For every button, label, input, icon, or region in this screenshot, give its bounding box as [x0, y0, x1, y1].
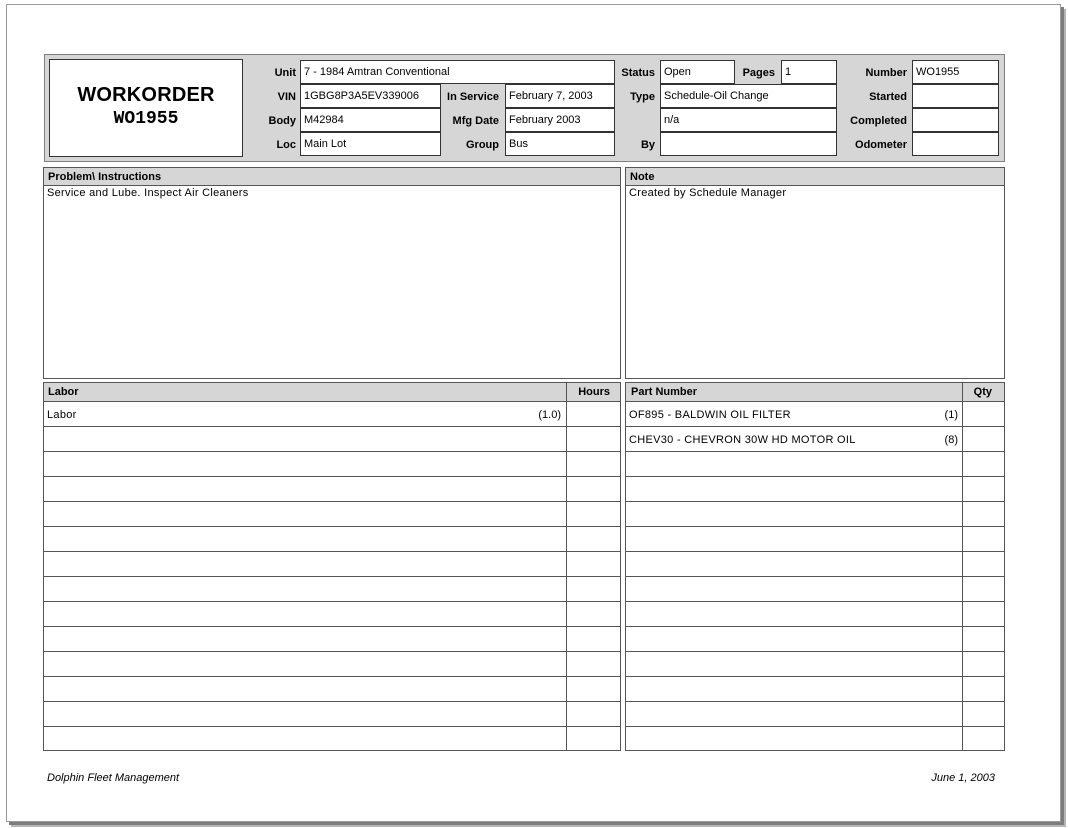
labor-row[interactable]	[44, 502, 620, 527]
part-row[interactable]	[626, 452, 1004, 477]
report-title: WORKORDER	[77, 84, 215, 106]
odometer-label: Odometer	[855, 139, 907, 151]
type-label: Type	[630, 91, 655, 103]
completed-label: Completed	[850, 115, 907, 127]
labor-row[interactable]	[44, 677, 620, 702]
part-row-estimate: (1)	[944, 409, 958, 421]
number-label: Number	[865, 67, 907, 79]
qty-column-header: Qty	[973, 386, 992, 398]
qty-column-divider	[962, 383, 963, 750]
part-row[interactable]	[626, 402, 1004, 427]
labor-row[interactable]	[44, 727, 620, 752]
labor-row[interactable]	[44, 527, 620, 552]
labor-row[interactable]	[44, 577, 620, 602]
vin-label: VIN	[277, 91, 296, 103]
part-row[interactable]	[626, 627, 1004, 652]
labor-row[interactable]	[44, 602, 620, 627]
labor-row[interactable]	[44, 702, 620, 727]
part-row[interactable]	[626, 577, 1004, 602]
status-field[interactable]: Open	[660, 60, 735, 84]
parts-table	[625, 382, 1005, 751]
hours-column-header: Hours	[578, 386, 610, 398]
odometer-field[interactable]	[912, 132, 999, 156]
problem-text[interactable]: Service and Lube. Inspect Air Cleaners	[47, 187, 249, 199]
problem-title: Problem\ Instructions	[44, 168, 620, 186]
labor-row[interactable]	[44, 627, 620, 652]
labor-table	[43, 382, 621, 751]
started-label: Started	[869, 91, 907, 103]
parts-table-header	[626, 383, 1004, 402]
started-field[interactable]	[912, 84, 999, 108]
part-row[interactable]	[626, 502, 1004, 527]
part-row-description: OF895 - BALDWIN OIL FILTER	[629, 409, 791, 421]
body-field[interactable]: M42984	[300, 108, 441, 132]
vin-field[interactable]: 1GBG8P3A5EV339006	[300, 84, 441, 108]
labor-row-estimate: (1.0)	[538, 409, 561, 421]
in-service-field[interactable]: February 7, 2003	[505, 84, 615, 108]
labor-row-description: Labor	[47, 409, 77, 421]
footer-date: June 1, 2003	[931, 772, 995, 784]
type-field[interactable]: Schedule-Oil Change	[660, 84, 837, 108]
note-title: Note	[626, 168, 1004, 186]
hours-column-divider	[566, 383, 567, 750]
type-extra-field[interactable]: n/a	[660, 108, 837, 132]
footer-company: Dolphin Fleet Management	[47, 772, 180, 784]
unit-label: Unit	[274, 67, 296, 79]
pages-field[interactable]: 1	[781, 60, 837, 84]
group-field[interactable]: Bus	[505, 132, 615, 156]
part-row[interactable]	[626, 552, 1004, 577]
title-box	[49, 59, 243, 157]
by-field[interactable]	[660, 132, 837, 156]
part-row[interactable]	[626, 702, 1004, 727]
labor-row[interactable]	[44, 427, 620, 452]
note-text[interactable]: Created by Schedule Manager	[629, 187, 787, 199]
labor-row[interactable]	[44, 477, 620, 502]
part-row-estimate: (8)	[944, 434, 958, 446]
problem-panel	[43, 167, 621, 379]
labor-row[interactable]	[44, 652, 620, 677]
completed-field[interactable]	[912, 108, 999, 132]
part-row-description: CHEV30 - CHEVRON 30W HD MOTOR OIL	[629, 434, 856, 446]
part-row[interactable]	[626, 427, 1004, 452]
labor-table-header	[44, 383, 620, 402]
part-row[interactable]	[626, 727, 1004, 752]
labor-row[interactable]	[44, 452, 620, 477]
part-row[interactable]	[626, 602, 1004, 627]
part-row[interactable]	[626, 527, 1004, 552]
body-label: Body	[268, 115, 296, 127]
mfg-date-label: Mfg Date	[452, 115, 499, 127]
labor-row[interactable]	[44, 402, 620, 427]
number-field[interactable]: WO1955	[912, 60, 999, 84]
part-row[interactable]	[626, 477, 1004, 502]
labor-row[interactable]	[44, 552, 620, 577]
by-label: By	[640, 139, 655, 151]
note-panel	[625, 167, 1005, 379]
labor-column-header: Labor	[48, 386, 79, 398]
part-row[interactable]	[626, 652, 1004, 677]
loc-field[interactable]: Main Lot	[300, 132, 441, 156]
mfg-date-field[interactable]: February 2003	[505, 108, 615, 132]
in-service-label: In Service	[447, 91, 499, 103]
group-label: Group	[466, 139, 499, 151]
workorder-number-display: WO1955	[113, 109, 179, 129]
pages-label: Pages	[742, 67, 775, 79]
status-label: Status	[621, 67, 655, 79]
unit-field[interactable]: 7 - 1984 Amtran Conventional	[300, 60, 615, 84]
loc-label: Loc	[276, 139, 296, 151]
part-row[interactable]	[626, 677, 1004, 702]
part-number-column-header: Part Number	[631, 386, 698, 398]
